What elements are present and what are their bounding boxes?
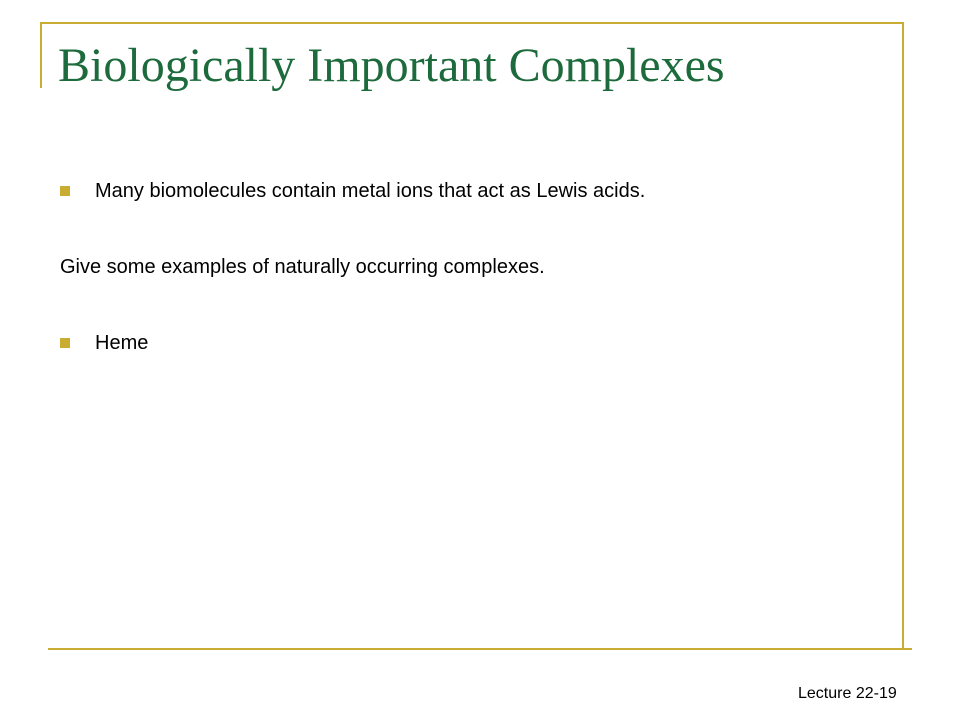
frame-line-right	[902, 22, 904, 650]
slide-title: Biologically Important Complexes	[58, 39, 725, 92]
bullet-text-2: Heme	[95, 332, 149, 354]
bullet-square-icon	[60, 338, 70, 348]
question-text: Give some examples of naturally occurring complexes.	[60, 256, 545, 278]
frame-line-bottom	[48, 648, 912, 650]
bullet-text-1: Many biomolecules contain metal ions that act as Lewis acids.	[95, 180, 646, 202]
bullet-square-icon	[60, 186, 70, 196]
frame-line-top	[40, 22, 904, 24]
frame-line-left	[40, 22, 42, 88]
slide-footer: Lecture 22-19	[798, 685, 897, 702]
